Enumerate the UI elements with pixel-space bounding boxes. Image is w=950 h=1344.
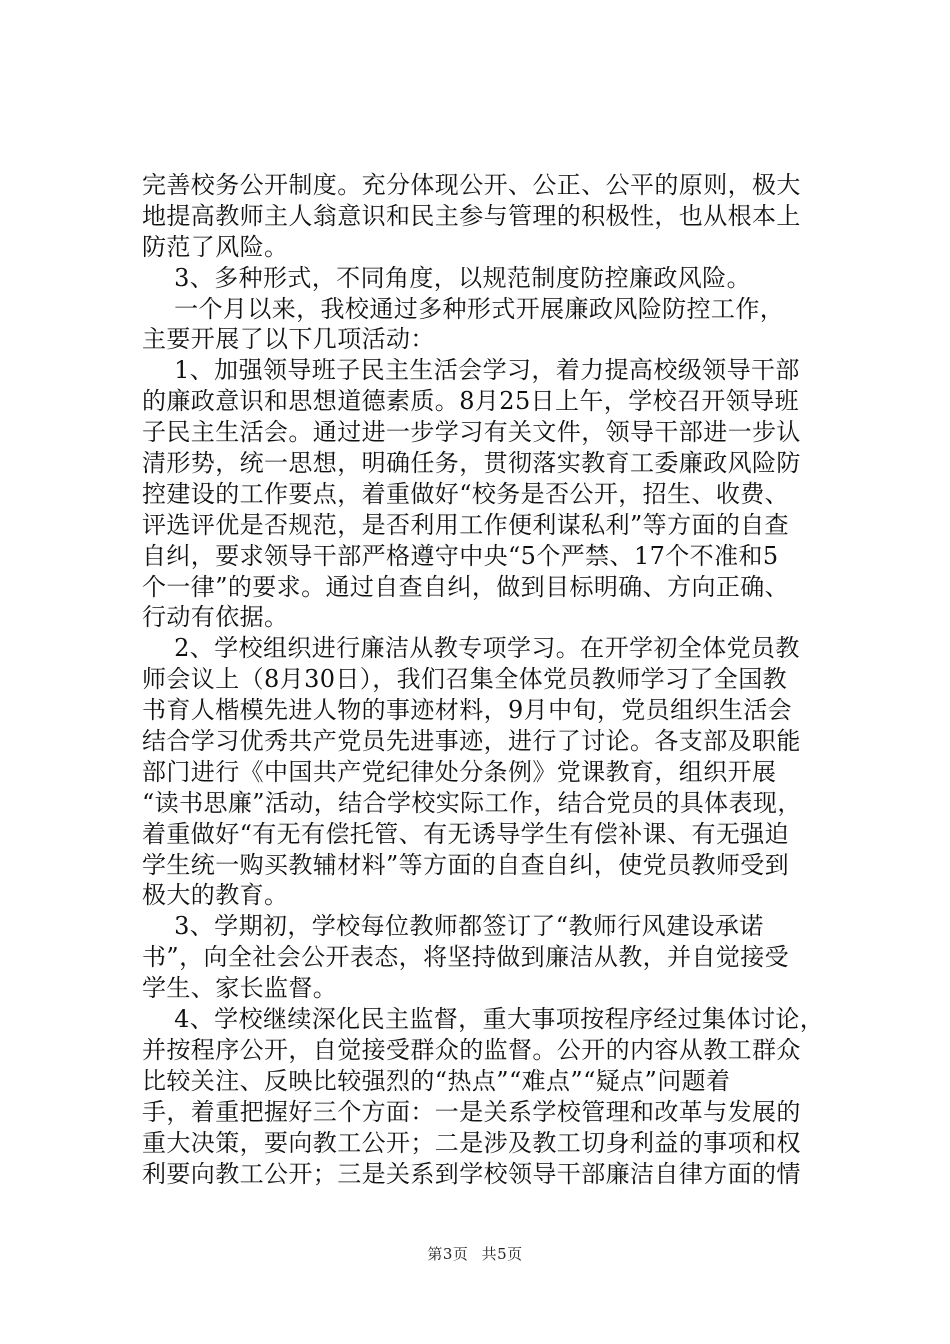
text-line: 书”，向全社会公开表态，将坚持做到廉洁从教，并自觉接受: [142, 943, 790, 972]
text-line: 部门进行《中国共产党纪律处分条例》党课教育，组织开展: [142, 757, 777, 786]
text-line: 书育人楷模先进人物的事迹材料，9月中旬，党员组织生活会: [142, 696, 793, 725]
text-line: 自纠，要求领导干部严格遵守中央“5个严禁、17个不准和5: [142, 541, 779, 570]
text-line: 防范了风险。: [142, 232, 289, 261]
page-footer: [0, 1243, 950, 1264]
text-line: 3、多种形式，不同角度，以规范制度防控廉政风险。: [142, 263, 751, 292]
text-line: 极大的教育。: [142, 881, 289, 910]
text-line: 控建设的工作要点，着重做好“校务是否公开，招生、收费、: [142, 479, 790, 508]
text-line: 一个月以来，我校通过多种形式开展廉政风险防控工作，: [142, 294, 785, 323]
text-line: 师会议上（8月30日），我们召集全体党员教师学习了全国教: [142, 665, 788, 694]
text-line: 子民主生活会。通过进一步学习有关文件，领导干部进一步认: [142, 418, 801, 447]
text-line: 主要开展了以下几项活动：: [142, 325, 435, 354]
text-line: 比较关注、反映比较强烈的“热点”“难点”“疑点”问题着: [142, 1066, 731, 1095]
page-total: 共5页: [481, 1245, 523, 1263]
text-line: 完善校务公开制度。充分体现公开、公正、公平的原则，极大: [142, 171, 801, 199]
text-line: 学生统一购买教辅材料”等方面的自查自纠，使党员教师受到: [142, 850, 790, 879]
text-line: 并按程序公开，自觉接受群众的监督。公开的内容从教工群众: [142, 1035, 801, 1064]
text-line: 重大决策，要向教工公开；二是涉及教工切身利益的事项和权: [142, 1128, 801, 1157]
text-line: 的廉政意识和思想道德素质。8月25日上午，学校召开领导班: [142, 387, 800, 416]
text-line: 2、学校组织进行廉洁从教专项学习。在开学初全体党员教: [142, 634, 800, 663]
text-line: 4、学校继续深化民主监督，重大事项按程序经过集体讨论，: [142, 1005, 825, 1034]
text-line: 1、加强领导班子民主生活会学习，着力提高校级领导干部: [142, 356, 800, 385]
text-line: 3、学期初，学校每位教师都签订了“教师行风建设承诺: [142, 912, 764, 941]
text-line: “读书思廉”活动，结合学校实际工作，结合党员的具体表现，: [142, 788, 802, 817]
text-line: 学生、家长监督。: [142, 974, 338, 1003]
text-line: 行动有依据。: [142, 603, 289, 632]
text-line: 利要向教工公开；三是关系到学校领导干部廉洁自律方面的情: [142, 1159, 801, 1188]
text-line: 个一律”的要求。通过自查自纠，做到目标明确、方向正确、: [142, 572, 790, 601]
document-body: [142, 170, 832, 1189]
text-line: 手，着重把握好三个方面：一是关系学校管理和改革与发展的: [142, 1097, 801, 1126]
text-line: 结合学习优秀共产党员先进事迹，进行了讨论。各支部及职能: [142, 727, 801, 756]
page-number: 第3页: [427, 1245, 469, 1263]
text-line: 地提高教师主人翁意识和民主参与管理的积极性，也从根本上: [142, 201, 801, 230]
text-line: 评选评优是否规范，是否利用工作便利谋私利”等方面的自查: [142, 510, 790, 539]
text-line: 着重做好“有无有偿托管、有无诱导学生有偿补课、有无强迫: [142, 819, 790, 848]
text-line: 清形势，统一思想，明确任务，贯彻落实教育工委廉政风险防: [142, 449, 801, 478]
